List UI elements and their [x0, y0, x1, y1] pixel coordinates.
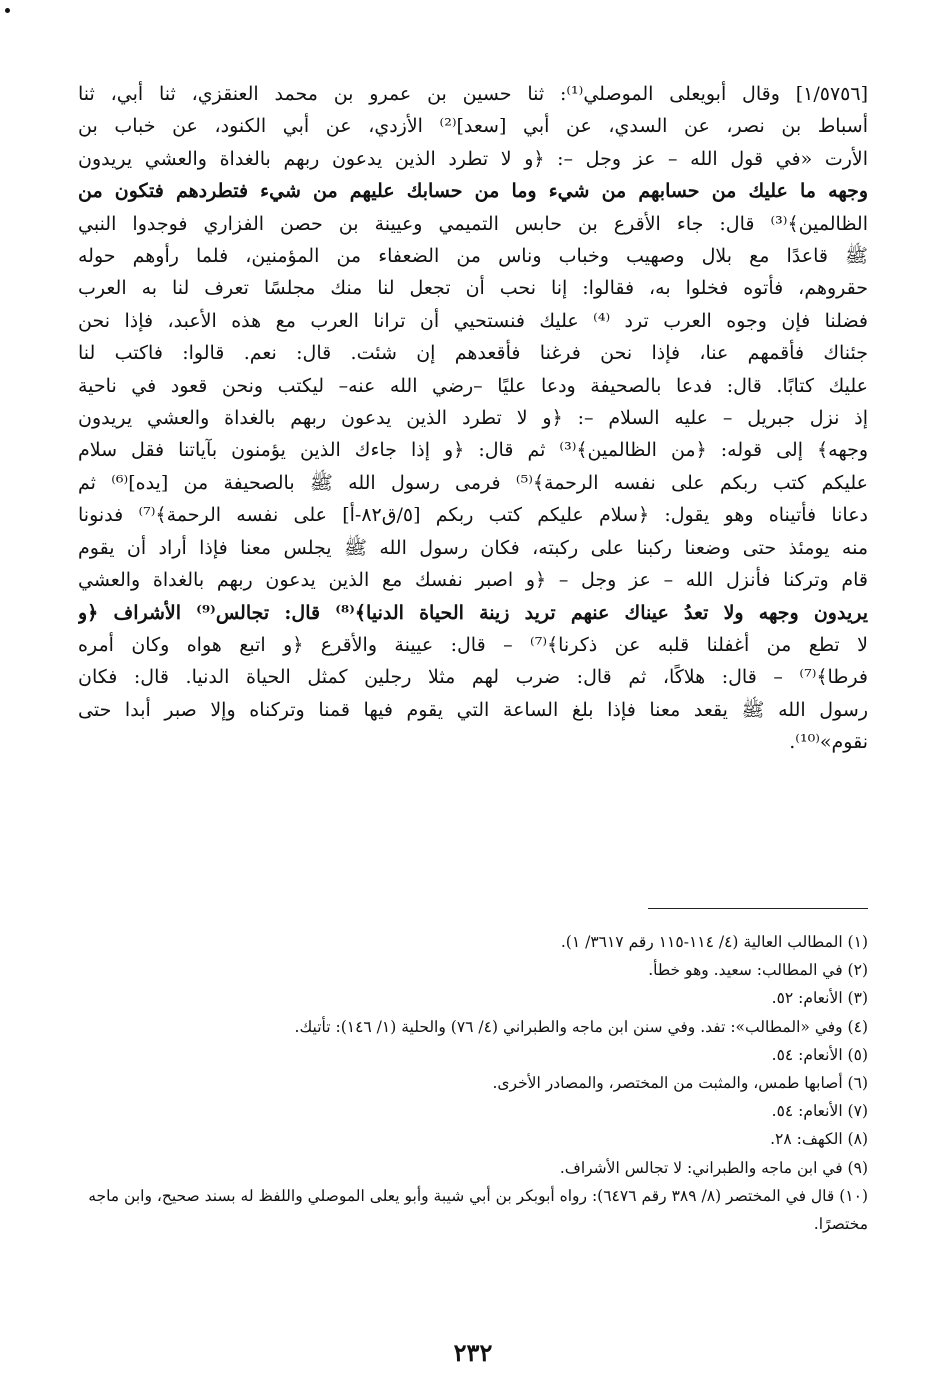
text-line: أسباط بن نصر، عن السدي، عن أبي [سعد]⁽²⁾ الأزدي، عن أبي الكنود، عن خباب بن [78, 115, 868, 138]
footnote: (٧) الأنعام: ٥٤. [771, 1102, 868, 1121]
text-line: وجهه ما عليك من حسابهم من شيء وما من حسابك عليهم من شيء فتطردهم فتكون من [78, 180, 868, 203]
text-line: [١/٥٧٥٦] وقال أبويعلى الموصلي⁽¹⁾: ثنا حسين بن عمرو بن محمد العنقزي، ثنا أبي، ثنا [78, 83, 868, 105]
text-line: الظالمين﴾⁽³⁾ قال: جاء الأقرع بن حابس التميمي وعيينة بن حصن الفزاري فوجدوا النبي [78, 212, 868, 235]
text-line: وجهه﴾ إلى قوله: ﴿من الظالمين﴾⁽³⁾ ثم قال: ﴿و إذا جاءك الذين يؤمنون بآياتنا فقل سلام [78, 439, 868, 462]
hadith-text [78, 78, 868, 759]
text-line: منه يومئذ حتى وضعنا ركبنا على ركبته، فكان رسول الله ﷺ يجلس معنا فإذا أراد أن يقوم [78, 536, 868, 559]
text-line: قام وتركنا فأنزل الله – عز وجل – ﴿و اصبر نفسك مع الذين يدعون ربهم بالغداة والعشي [78, 569, 868, 592]
footnote: (١) المطالب العالية (٤/ ١١٤-١١٥ رقم ٣٦١٧/ ١). [560, 933, 868, 951]
footnotes-list [78, 928, 868, 1238]
text-line: فضلنا فإن وجوه العرب ترد ⁽⁴⁾ عليك فنستحيي أن ترانا العرب مع هذه الأعبد، فإذا نحن [78, 309, 868, 332]
footnote: (٢) في المطالب: سعيد. وهو خطأ. [648, 961, 868, 980]
text-line: ﷺ قاعدًا مع بلال وصهيب وخباب وناس من الضعفاء من المؤمنين، فلما رأوهم حوله [78, 245, 868, 268]
footnote: (٤) وفي «المطالب»: تفد. وفي سنن ابن ماجه والطبراني (٤/ ٧٦) والحلية (١/ ١٤٦): تأتيك. [294, 1017, 868, 1036]
footnote: (٥) الأنعام: ٥٤. [771, 1045, 868, 1064]
text-line: رسول الله ﷺ يقعد معنا فإذا بلغ الساعة التي يقوم فيها قمنا وتركناه وإلا صبر أبدا حتى [78, 698, 868, 721]
page-number: ٢٣٢ [453, 1338, 493, 1367]
text-line: يريدون وجهه ولا تعدُ عيناك عنهم تريد زينة الحياة الدنيا﴾⁽⁸⁾ قال: تجالس⁽⁹⁾ الأشراف ﴿و [78, 601, 868, 624]
text-line: فرطا﴾⁽⁷⁾ – قال: هلاكًا، ثم قال: ضرب لهم مثلا رجلين كمثل الحياة الدنيا. قال: فكان [78, 666, 868, 689]
footnote: (٩) في ابن ماجه والطبراني: لا تجالس الأشراف. [559, 1158, 868, 1177]
text-line: لا تطع من أغفلنا قلبه عن ذكرنا﴾⁽⁷⁾ – قال: عيينة والأقرع ﴿و اتبع هواه وكان أمره [78, 633, 868, 656]
text-line: دعانا فأتيناه وهو يقول: ﴿سلام عليكم كتب ربكم [٥/ق٨٢-أ] على نفسه الرحمة﴾⁽⁷⁾ فدنونا [78, 504, 868, 527]
text-line: حقروهم، فأتوه فخلوا به، فقالوا: إنا نحب أن تجعل لنا منك مجلسًا تعرف لنا به العرب [78, 277, 868, 300]
footnote: (٣) الأنعام: ٥٢. [771, 989, 868, 1008]
page-body [78, 78, 868, 1367]
text-line: الأرت «في قول الله – عز وجل –: ﴿و لا تطرد الذين يدعون ربهم بالغداة والعشي يريدون [78, 147, 868, 170]
footnote: (٨) الكهف: ٢٨. [770, 1130, 868, 1149]
text-line: إذ نزل جبريل – عليه السلام –: ﴿و لا تطرد الذين يدعون ربهم بالغداة والعشي يريدون [78, 407, 868, 430]
footnote-divider [648, 908, 868, 909]
footnote: (٦) أصابها طمس، والمثبت من المختصر، والمصادر الأخرى. [492, 1074, 868, 1093]
text-line: عليك كتابًا. قال: فدعا بالصحيفة ودعا عليًا –رضي الله عنه– ليكتب ونحن قعود في ناحية [78, 374, 868, 397]
page-corner-mark [5, 8, 10, 13]
text-line: عليكم كتب ربكم على نفسه الرحمة﴾⁽⁵⁾ فرمى رسول الله ﷺ بالصحيفة من [يده]⁽⁶⁾ ثم [78, 471, 868, 494]
text-line: نقوم»⁽¹⁰⁾. [789, 731, 868, 754]
footnote: (١٠) قال في المختصر (٨/ ٣٨٩ رقم ٦٤٧٦): رواه أبوبكر بن أبي شيبة وأبو يعلى الموصلي واللفظ له بسند صحيح، وابن ماجه مختصرًا. [88, 1186, 868, 1234]
text-line: جئناك فأقمهم عنا، فإذا نحن فرغنا فأقعدهم إن شئت. قال: نعم. قالوا: فاكتب لنا [78, 342, 868, 365]
